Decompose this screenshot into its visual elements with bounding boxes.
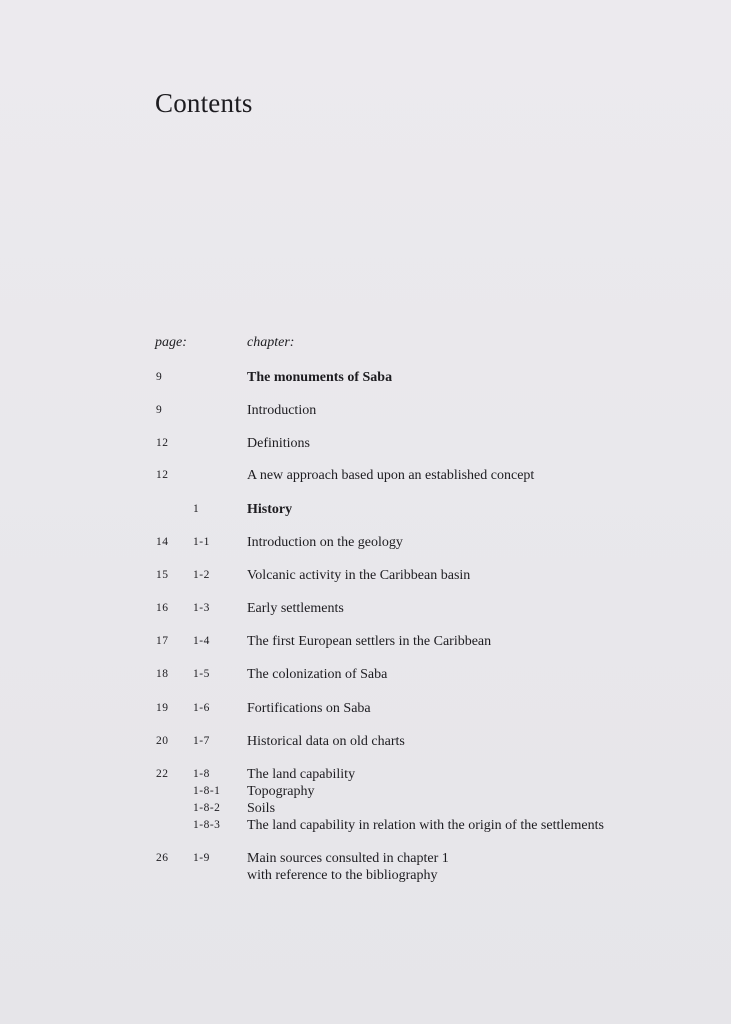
- toc-chapter-number: 1-5: [193, 668, 210, 680]
- toc-entry-title: A new approach based upon an established concept: [247, 468, 535, 483]
- toc-page-number: 9: [156, 371, 163, 383]
- toc-entry-title: The colonization of Saba: [247, 667, 388, 682]
- toc-subsection-number: 1-8-2: [193, 802, 221, 814]
- toc-page-number: 12: [156, 469, 169, 481]
- toc-page-number: 9: [156, 404, 163, 416]
- toc-chapter-number: 1-9: [193, 852, 210, 864]
- toc-page-number: 14: [156, 536, 169, 548]
- toc-page-number: 12: [156, 437, 169, 449]
- toc-entry-title: Volcanic activity in the Caribbean basin: [247, 568, 471, 583]
- toc-entry-title: Fortifications on Saba: [247, 701, 371, 716]
- toc-subentry-title: Topography: [247, 784, 315, 799]
- toc-chapter-number: 1-4: [193, 635, 210, 647]
- toc-entry-title: The monuments of Saba: [247, 370, 393, 385]
- toc-page-number: 15: [156, 569, 169, 581]
- toc-entry-title: Definitions: [247, 436, 310, 451]
- toc-entry-title: History: [247, 502, 293, 517]
- toc-chapter-number: 1-3: [193, 602, 210, 614]
- toc-entry-title-continuation: with reference to the bibliography: [247, 868, 438, 883]
- toc-page-number: 18: [156, 668, 169, 680]
- toc-chapter-number: 1-7: [193, 735, 210, 747]
- toc-chapter-number: 1-2: [193, 569, 210, 581]
- toc-page-number: 22: [156, 768, 169, 780]
- toc-page-number: 17: [156, 635, 169, 647]
- toc-entry-title: Introduction on the geology: [247, 535, 403, 550]
- toc-subentry-title: Soils: [247, 801, 276, 816]
- toc-subsection-number: 1-8-1: [193, 785, 221, 797]
- chapter-column-header: chapter:: [247, 335, 295, 350]
- toc-chapter-number: 1: [193, 503, 200, 515]
- toc-subsection-number: 1-8-3: [193, 819, 221, 831]
- toc-page-number: 16: [156, 602, 169, 614]
- toc-chapter-number: 1-8: [193, 768, 210, 780]
- toc-entry-title: The first European settlers in the Caribbean: [247, 634, 492, 649]
- toc-page-number: 20: [156, 735, 169, 747]
- page-column-header: page:: [155, 335, 187, 350]
- toc-page-number: 26: [156, 852, 169, 864]
- page-title: Contents: [155, 88, 253, 118]
- toc-chapter-number: 1-1: [193, 536, 210, 548]
- toc-entry-title: Main sources consulted in chapter 1: [247, 851, 449, 866]
- toc-entry-title: The land capability: [247, 767, 356, 782]
- toc-subentry-title: The land capability in relation with the origin of the settlements: [247, 818, 604, 833]
- toc-entry-title: Early settlements: [247, 601, 344, 616]
- toc-entry-title: Historical data on old charts: [247, 734, 405, 749]
- toc-entry-title: Introduction: [247, 403, 317, 418]
- toc-page-number: 19: [156, 702, 169, 714]
- toc-chapter-number: 1-6: [193, 702, 210, 714]
